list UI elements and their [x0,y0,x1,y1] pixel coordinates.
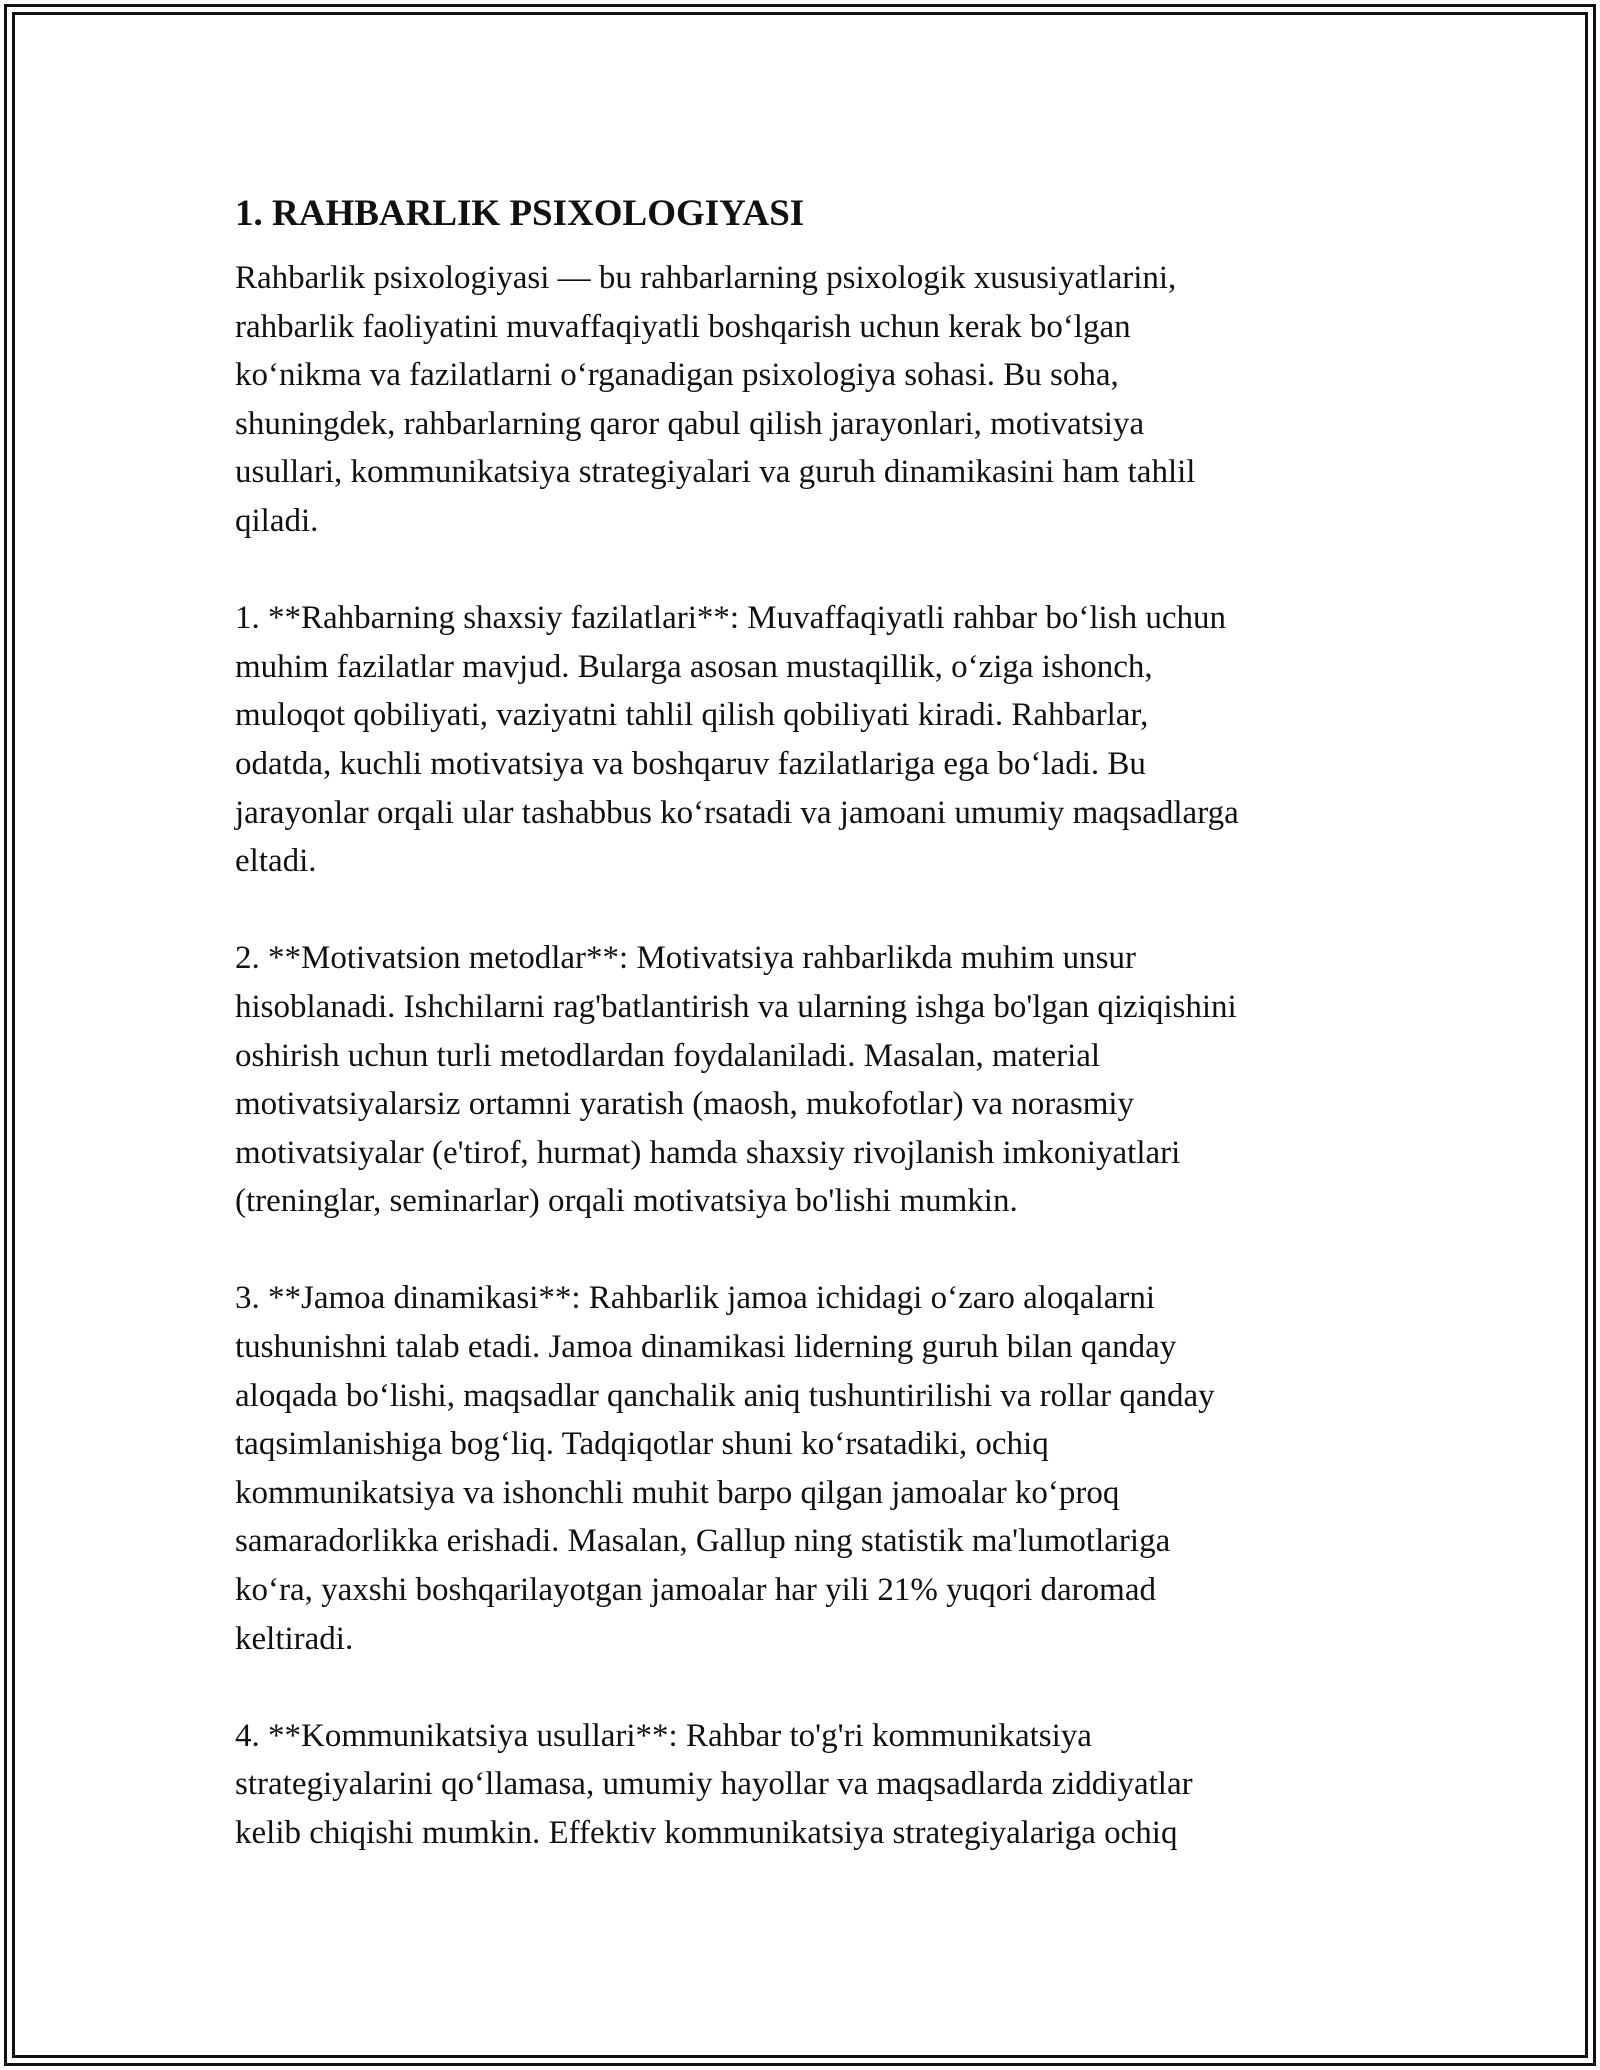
text-line: muloqot qobiliyati, vaziyatni tahlil qilish qobiliyati kiradi. Rahbarlar, [235,697,1149,734]
text-line: 3. **Jamoa dinamikasi**: Rahbarlik jamoa ichidagi o‘zaro aloqalarni [235,1280,1156,1317]
document-title: 1. RAHBARLIK PSIXOLOGIYASI [235,193,805,234]
text-line: motivatsiyalarsiz ortamni yaratish (maosh, mukofotlar) va norasmiy [235,1086,1135,1123]
text-line: samaradorlikka erishadi. Masalan, Gallup ning statistik ma'lumotlariga [235,1523,1171,1560]
text-line: 4. **Kommunikatsiya usullari**: Rahbar to'g'ri kommunikatsiya [235,1717,1092,1754]
text-line: strategiyalarini qo‘llamasa, umumiy hayollar va maqsadlarda ziddiyatlar [235,1766,1193,1803]
text-line: shuningdek, rahbarlarning qaror qabul qilish jarayonlari, motivatsiya [235,405,1145,442]
text-line: ko‘ra, yaxshi boshqarilayotgan jamoalar har yili 21% yuqori daromad [235,1572,1156,1609]
document-body [235,186,1365,1906]
paragraph-communication-methods [235,1712,1365,1858]
paragraph-motivation-methods [235,934,1365,1226]
text-line: motivatsiyalar (e'tirof, hurmat) hamda shaxsiy rivojlanish imkoniyatlari [235,1134,1181,1171]
paragraph-intro [235,254,1365,546]
text-line: oshirish uchun turli metodlardan foydalaniladi. Masalan, material [235,1037,1101,1074]
text-line: eltadi. [235,843,317,880]
text-line: 1. **Rahbarning shaxsiy fazilatlari**: Muvaffaqiyatli rahbar bo‘lish uchun [235,600,1226,637]
text-line: hisoblanadi. Ishchilarni rag'batlantirish va ularning ishga bo'lgan qiziqishini [235,988,1237,1025]
text-line: keltiradi. [235,1620,354,1657]
text-line: 2. **Motivatsion metodlar**: Motivatsiya rahbarlikda muhim unsur [235,940,1136,977]
text-line: tushunishni talab etadi. Jamoa dinamikasi liderning guruh bilan qanday [235,1329,1177,1366]
paragraph-personal-qualities [235,594,1365,886]
paragraph-team-dynamics [235,1274,1365,1663]
text-line: aloqada bo‘lishi, maqsadlar qanchalik aniq tushuntirilishi va rollar qanday [235,1377,1215,1414]
text-line: taqsimlanishiga bog‘liq. Tadqiqotlar shuni ko‘rsatadiki, ochiq [235,1426,1049,1463]
text-line: kommunikatsiya va ishonchli muhit barpo qilgan jamoalar ko‘proq [235,1474,1120,1511]
text-line: qiladi. [235,502,319,539]
text-line: jarayonlar orqali ular tashabbus ko‘rsatadi va jamoani umumiy maqsadlarga [235,794,1239,831]
text-line: usullari, kommunikatsiya strategiyalari va guruh dinamikasini ham tahlil [235,454,1196,491]
text-line: odatda, kuchli motivatsiya va boshqaruv fazilatlariga ega bo‘ladi. Bu [235,745,1146,782]
text-line: (treninglar, seminarlar) orqali motivatsiya bo'lishi mumkin. [235,1183,1018,1220]
text-line: Rahbarlik psixologiyasi — bu rahbarlarning psixologik xususiyatlarini, [235,260,1177,296]
text-line: rahbarlik faoliyatini muvaffaqiyatli boshqarish uchun kerak bo‘lgan [235,308,1131,345]
text-line: muhim fazilatlar mavjud. Bularga asosan mustaqillik, o‘ziga ishonch, [235,648,1153,685]
text-line: ko‘nikma va fazilatlarni o‘rganadigan psixologiya sohasi. Bu soha, [235,357,1119,394]
text-line: kelib chiqishi mumkin. Effektiv kommunikatsiya strategiyalariga ochiq [235,1815,1178,1851]
